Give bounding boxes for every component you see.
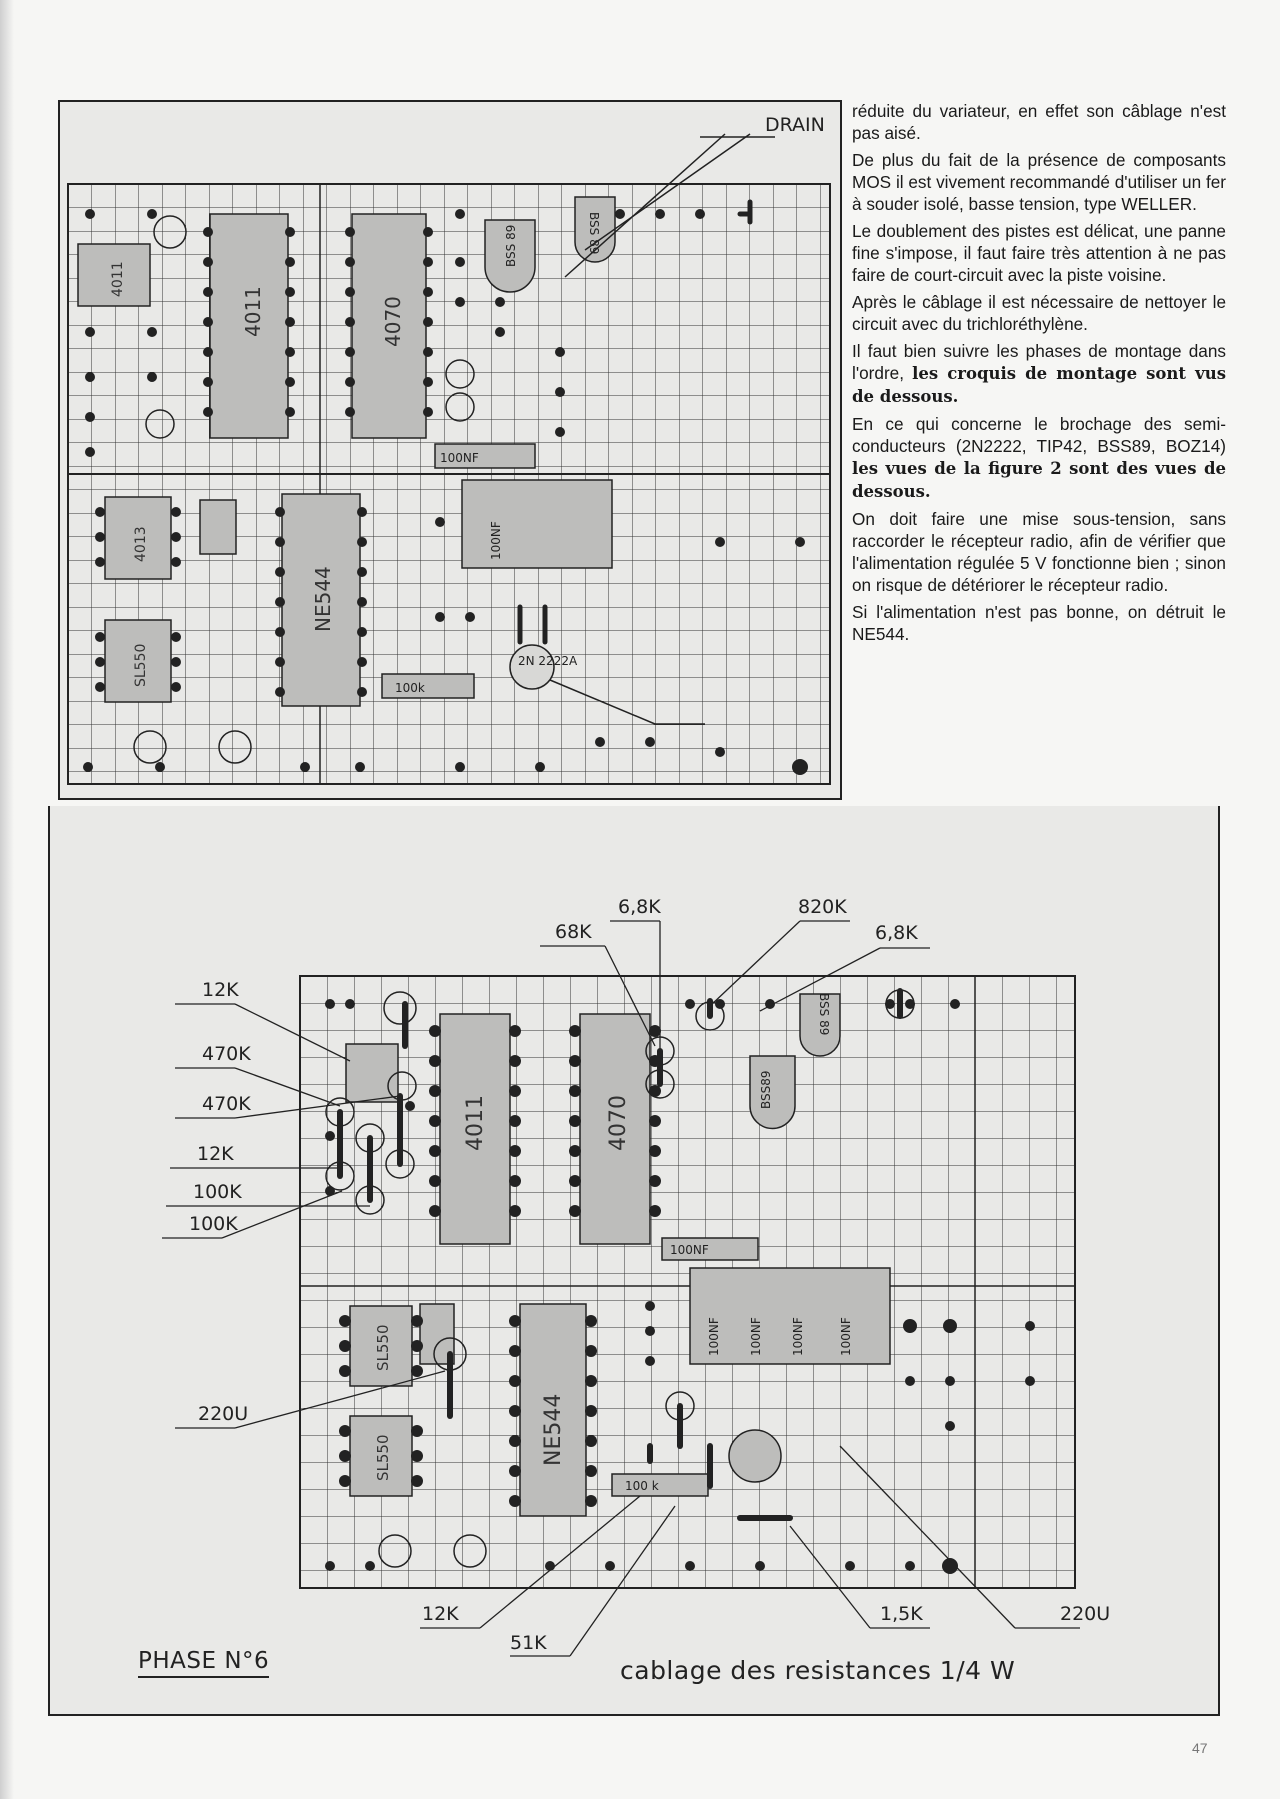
capacitor-label: 100NF bbox=[670, 1243, 709, 1257]
bss89-label: BSS 89 bbox=[504, 224, 518, 267]
phase6-chip-label: SL550 bbox=[374, 1324, 392, 1371]
phase6-title: PHASE N°6 bbox=[138, 1648, 269, 1678]
phase5-figure bbox=[58, 100, 842, 800]
phase6-chip-label: SL550 bbox=[374, 1434, 392, 1481]
resistor-value-label: 12K bbox=[202, 979, 239, 1001]
phase5-chip-label: 4011 bbox=[110, 261, 126, 297]
phase5-chip-label: SL550 bbox=[133, 643, 149, 687]
capacitor-label: 100NF bbox=[440, 451, 479, 465]
resistor-value-label: 470K bbox=[202, 1043, 251, 1065]
bold-note: les vues de la figure 2 sont des vues de dessous. bbox=[852, 459, 1226, 501]
resistor-value-label: 12K bbox=[422, 1603, 459, 1625]
phase5-chip-label: NE544 bbox=[311, 566, 335, 632]
bss89-label: BSS 89 bbox=[817, 993, 831, 1036]
resistor-value-label: 68K bbox=[555, 921, 592, 943]
phase5-board-diagram bbox=[60, 102, 840, 798]
paragraph: On doit faire une mise sous-tension, sans raccorder le récepteur radio, afin de vérifier que l'alimentation régulée 5 V fonctionne bien ; sinon on risque de détériorer le récepteur radio. bbox=[852, 509, 1226, 595]
paragraph: De plus du fait de la présence de composants MOS il est vivement recommandé d'utiliser un fer à souder isolé, basse tension, type WELLER. bbox=[852, 150, 1226, 214]
resistor-value-label: 820K bbox=[798, 896, 847, 918]
paragraph: réduite du variateur, en effet son câblage n'est pas aisé. bbox=[852, 101, 1226, 143]
capacitor-label: 100NF bbox=[489, 521, 503, 560]
resistor-value-label: 6,8K bbox=[618, 896, 661, 918]
bss89-label: BSS89 bbox=[759, 1070, 773, 1109]
phase6-caption: cablage des resistances 1/4 W bbox=[620, 1656, 1016, 1685]
paragraph: Le doublement des pistes est délicat, une panne fine s'impose, il faut faire très attention à ne pas faire de court-circuit avec la piste voisine. bbox=[852, 221, 1226, 285]
drain-callout: DRAIN bbox=[765, 114, 825, 136]
bss89-label: BSS 89 bbox=[587, 212, 601, 255]
article-text bbox=[852, 100, 1226, 650]
resistor-value-label: 12K bbox=[197, 1143, 234, 1165]
capacitor-value-label: 220U bbox=[198, 1403, 249, 1425]
paragraph: Après le câblage il est nécessaire de nettoyer le circuit avec du trichloréthylène. bbox=[852, 292, 1226, 334]
resistor-value-label: 470K bbox=[202, 1093, 251, 1115]
page-number: 47 bbox=[1192, 1740, 1208, 1756]
phase6-chip-label: 4070 bbox=[606, 1095, 631, 1151]
phase6-chip-label: NE544 bbox=[541, 1393, 566, 1466]
paragraph-text: Il faut bien suivre les phases de montage dans l'ordre, bbox=[852, 341, 1226, 383]
capacitor-label: 100NF bbox=[707, 1317, 721, 1356]
capacitor-label: 100NF bbox=[791, 1317, 805, 1356]
capacitor-label: 100NF bbox=[749, 1317, 763, 1356]
resistor-value-label: 100K bbox=[193, 1181, 242, 1203]
resistor-value-label: 51K bbox=[510, 1632, 547, 1654]
paragraph-text: En ce qui concerne le brochage des semi-conducteurs (2N2222, TIP42, BSS89, BOZ14) bbox=[852, 414, 1226, 456]
bold-note: les croquis de montage sont vus de dessous. bbox=[852, 364, 1226, 406]
phase5-chip-label: 4011 bbox=[241, 286, 265, 337]
paragraph: Si l'alimentation n'est pas bonne, on détruit le NE544. bbox=[852, 602, 1226, 644]
resistor-value-label: 1,5K bbox=[880, 1603, 923, 1625]
capacitor-value-label: 220U bbox=[1060, 1603, 1111, 1625]
capacitor-label: 100NF bbox=[839, 1317, 853, 1356]
phase6-board-diagram bbox=[50, 806, 1218, 1714]
phase6-chip-label: 4011 bbox=[463, 1095, 488, 1151]
transistor-label: 2N 2222A bbox=[518, 654, 578, 668]
resistor-label: 100 k bbox=[625, 1479, 659, 1493]
phase5-chip-label: 4070 bbox=[381, 296, 405, 347]
phase6-figure bbox=[48, 806, 1220, 1716]
resistor-label: 100k bbox=[395, 681, 425, 695]
phase5-chip-label: 4013 bbox=[133, 526, 149, 562]
scan-shadow bbox=[0, 0, 14, 1799]
resistor-value-label: 100K bbox=[189, 1213, 238, 1235]
paragraph bbox=[852, 340, 1226, 408]
resistor-value-label: 6,8K bbox=[875, 922, 918, 944]
paragraph bbox=[852, 413, 1226, 503]
